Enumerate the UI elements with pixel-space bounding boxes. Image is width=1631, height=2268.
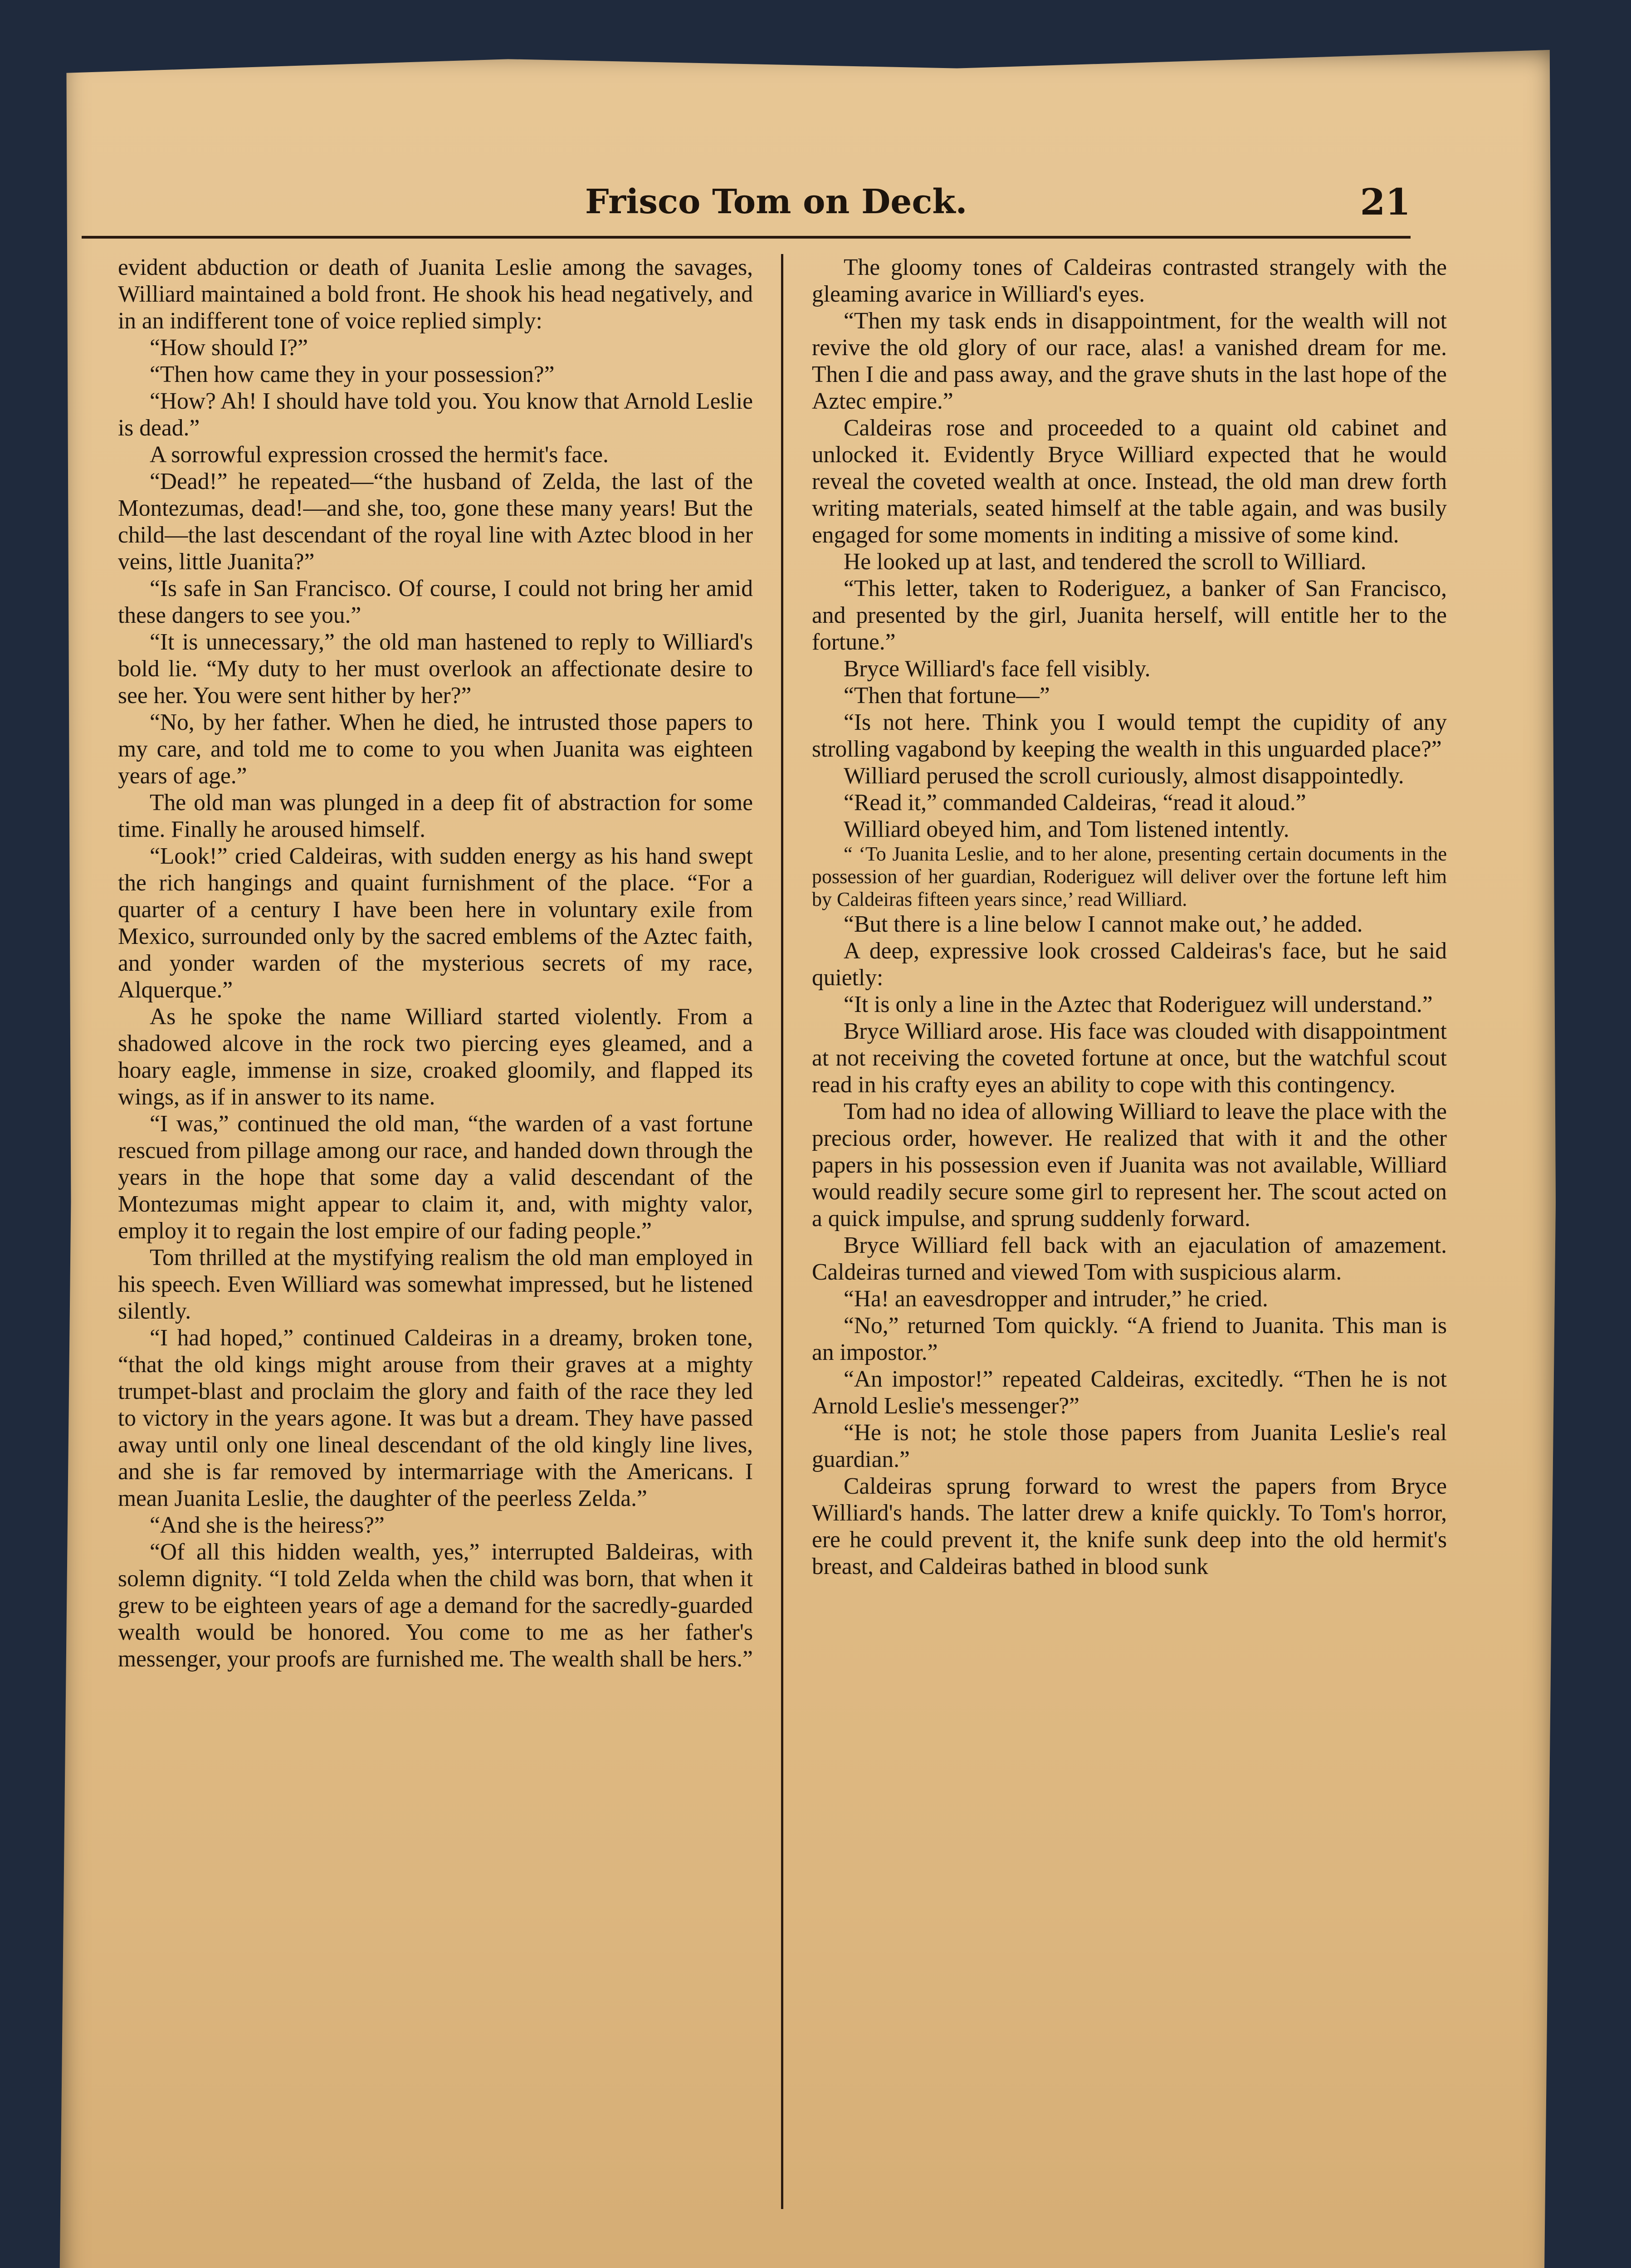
left-column [118, 254, 753, 2159]
paragraph: As he spoke the name Williard started violently. From a shadowed alcove in the rock two piercing eyes gleamed, and a hoary eagle, immense in size, croaked gloomily, and flapped its wings, as if in answer to its name. [118, 1004, 753, 1110]
paragraph: “And she is the heiress?” [150, 1512, 385, 1538]
paragraph: “It is only a line in the Aztec that Roderiguez will understand.” [844, 992, 1433, 1017]
paragraph: “No,” returned Tom quickly. “A friend to Juanita. This man is an impostor.” [812, 1313, 1447, 1365]
paragraph: The old man was plunged in a deep fit of abstraction for some time. Finally he aroused himself. [118, 790, 753, 842]
paragraph: He looked up at last, and tendered the scroll to Williard. [844, 549, 1367, 575]
page-number: 21 [1360, 181, 1411, 223]
paragraph: “Dead!” he repeated—“the husband of Zelda, the last of the Montezumas, dead!—and she, too, gone these many years! But the child—the last descendant of the royal line with Aztec blood in her veins, little Juanita?” [118, 469, 753, 575]
paragraph: “Of all this hidden wealth, yes,” interrupted Baldeiras, with solemn dignity. “I told Zelda when the child was born, that when it grew to be eighteen years of age a demand for the sacredly-guarded wealth would be honored. You come to me as her father's messenger, your proofs are furnished me. The wealth shall be hers.” [118, 1539, 753, 1672]
paragraph: Bryce Williard arose. His face was clouded with disappointment at not receiving the coveted fortune at once, but the watchful scout read in his crafty eyes an ability to cope with this contingency. [812, 1018, 1447, 1098]
paragraph: Caldeiras sprung forward to wrest the papers from Bryce Williard's hands. The latter drew a knife quickly. To Tom's horror, ere he could prevent it, the knife sunk deep into the old hermit's breast, and Caldeiras bathed in blood sunk [812, 1473, 1447, 1579]
paragraph: Williard obeyed him, and Tom listened intently. [844, 816, 1289, 842]
paragraph: “An impostor!” repeated Caldeiras, excitedly. “Then he is not Arnold Leslie's messenger?” [812, 1366, 1447, 1419]
paragraph: Williard perused the scroll curiously, almost disappointedly. [844, 763, 1404, 789]
paragraph: “Is not here. Think you I would tempt the cupidity of any strolling vagabond by keeping the wealth in this unguarded place?” [812, 709, 1447, 762]
paragraph: “Then my task ends in disappointment, for the wealth will not revive the old glory of our race, alas! a vanished dream for me. Then I die and pass away, and the grave shuts in the last hope of the Aztec empire.” [812, 308, 1447, 414]
paragraph: “Is safe in San Francisco. Of course, I could not bring her amid these dangers to see you.” [118, 576, 753, 628]
paragraph: A sorrowful expression crossed the hermit's face. [150, 442, 609, 468]
paragraph: “Then how came they in your possession?” [150, 362, 555, 387]
paragraph: evident abduction or death of Juanita Leslie among the savages, Williard maintained a bold front. He shook his head negatively, and in an indifferent tone of voice replied simply: [118, 254, 753, 334]
paragraph: Caldeiras rose and proceeded to a quaint old cabinet and unlocked it. Evidently Bryce Williard expected that he would reveal the coveted wealth at once. Instead, the old man drew forth writing materials, seated himself at the table again, and was busily engaged for some moments in inditing a missive of some kind. [812, 415, 1447, 548]
page-header [82, 177, 1411, 239]
paragraph: “Then that fortune—” [844, 683, 1050, 709]
paragraph: “Look!” cried Caldeiras, with sudden energy as his hand swept the rich hangings and quaint furnishment of the place. “For a quarter of a century I have been here in voluntary exile from Mexico, surrounded only by the sacred emblems of the Aztec faith, and yonder warden of the mysterious secrets of my race, Alquerque.” [118, 843, 753, 1003]
paragraph: “Ha! an eavesdropper and intruder,” he cried. [844, 1286, 1268, 1312]
paragraph: “But there is a line below I cannot make out,’ he added. [844, 911, 1363, 937]
paragraph: “This letter, taken to Roderiguez, a banker of San Francisco, and presented by the girl, Juanita herself, will entitle her to the fortune.” [812, 576, 1447, 655]
paragraph: Bryce Williard fell back with an ejaculation of amazement. Caldeiras turned and viewed Tom with suspicious alarm. [812, 1232, 1447, 1285]
paragraph: “Read it,” commanded Caldeiras, “read it aloud.” [844, 790, 1306, 816]
paragraph: “No, by her father. When he died, he intrusted those papers to my care, and told me to come to you when Juanita was eighteen years of age.” [118, 709, 753, 789]
running-title: Frisco Tom on Deck. [585, 182, 967, 221]
paragraph: Tom had no idea of allowing Williard to leave the place with the precious order, however. He realized that with it and the other papers in his possession even if Juanita was not available, Williard would readily secure some girl to represent her. The scout acted on a quick impulse, and sprung suddenly forward. [812, 1099, 1447, 1232]
paragraph: “He is not; he stole those papers from Juanita Leslie's real guardian.” [812, 1420, 1447, 1472]
paragraph: Tom thrilled at the mystifying realism the old man employed in his speech. Even Williard was somewhat impressed, but he listened silently. [118, 1245, 753, 1324]
paragraph: “It is unnecessary,” the old man hastened to reply to Williard's bold lie. “My duty to her must overlook an affectionate desire to see her. You were sent hither by her?” [118, 629, 753, 709]
right-column [812, 254, 1447, 2159]
paragraph: “How? Ah! I should have told you. You know that Arnold Leslie is dead.” [118, 388, 753, 441]
paragraph: The gloomy tones of Caldeiras contrasted strangely with the gleaming avarice in Williard's eyes. [812, 254, 1447, 307]
letter-quote: “ ‘To Juanita Leslie, and to her alone, presenting certain documents in the possession of her guardian, Roderiguez will deliver over the fortune left him by Caldeiras fifteen years since,’ read Williard. [812, 843, 1447, 910]
paragraph: “I was,” continued the old man, “the warden of a vast fortune rescued from pillage among our race, and handed down through the years in the hope that some day a valid descendant of the Montezumas might appear to claim it, and, with mighty valor, employ it to regain the lost empire of our fading people.” [118, 1111, 753, 1244]
paragraph: “How should I?” [150, 335, 308, 361]
column-divider [781, 254, 783, 2209]
paragraph: “I had hoped,” continued Caldeiras in a dreamy, broken tone, “that the old kings might arouse from their graves at a mighty trumpet-blast and proclaim the glory and faith of the race they led to victory in the years agone. It was but a dream. They have passed away until only one lineal descendant of the old kingly line lives, and she is far removed by intermarriage with the Americans. I mean Juanita Leslie, the daughter of the peerless Zelda.” [118, 1325, 753, 1511]
paragraph: A deep, expressive look crossed Caldeiras's face, but he said quietly: [812, 938, 1447, 991]
paragraph: Bryce Williard's face fell visibly. [844, 656, 1151, 682]
